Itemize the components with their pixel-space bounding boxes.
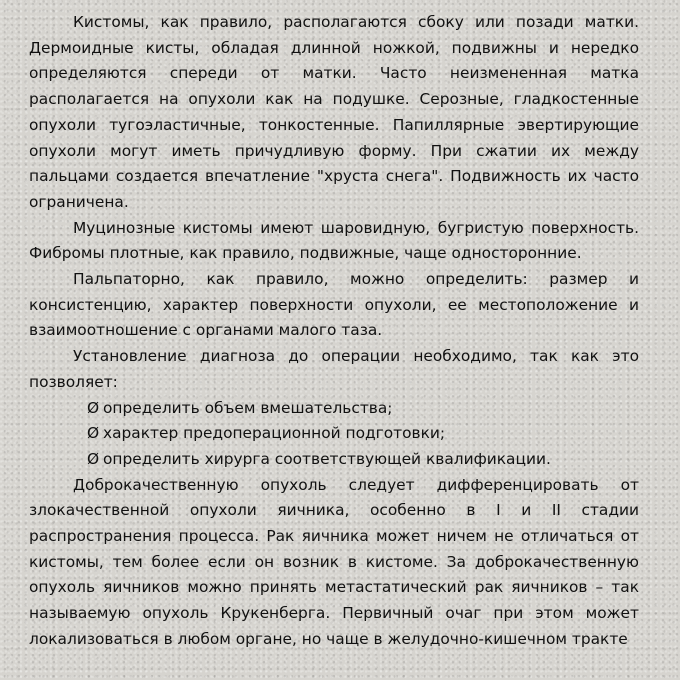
arrow-bullet-icon: Ø bbox=[87, 424, 100, 443]
list-item-text: характер предоперационной подготовки; bbox=[103, 424, 446, 443]
text-body bbox=[29, 10, 639, 653]
paragraph-mucinous-cystomas: Муцинозные кистомы имеют шаровидную, бугристую поверхность. Фибромы плотные, как правило, подвижные, чаще односторонние. bbox=[29, 218, 639, 263]
paragraph-cystoma-location: Кистомы, как правило, располагаются сбоку или позади матки. Дермоидные кисты, обладая длинной ножкой, подвижны и нередко определяются спереди от матки. Часто неизмененная матка располагается на опухоли как на подушке. Серозные, гладкостенные опухоли тугоэластичные, тонкостенные. Папиллярные эвертирующие опухоли могут иметь причудливую форму. При сжатии их между пальцами создается впечатление "хруста снега". Подвижность их часто ограничена. bbox=[29, 13, 639, 211]
paragraph-differential-diagnosis: Доброкачественную опухоль следует дифференцировать от злокачественной опухоли яичника, особенно в I и II стадии распространения процесса. Рак яичника может ничем не отличаться от кистомы, тем более если он возник в кистоме. За доброкачественную опухоль яичников можно принять метастатический рак яичников – так называемую опухоль Крукенберга. Первичный очаг при этом может локализоваться в любом органе, но чаще в желудочно-кишечном тракте bbox=[29, 475, 639, 648]
list-item-text: определить хирурга соответствующей квалификации. bbox=[103, 449, 551, 468]
list-item bbox=[87, 421, 639, 447]
paragraph-diagnosis-intro: Установление диагноза до операции необходимо, так как это позволяет: bbox=[29, 347, 639, 391]
list-item bbox=[87, 447, 639, 473]
arrow-bullet-icon: Ø bbox=[87, 449, 100, 468]
list-item bbox=[87, 396, 639, 422]
list-item-text: определить объем вмешательства; bbox=[103, 398, 393, 417]
paragraph-palpation: Пальпаторно, как правило, можно определить: размер и консистенцию, характер поверхности опухоли, ее местоположение и взаимоотношение с органами малого таза. bbox=[29, 270, 639, 340]
arrow-bullet-icon: Ø bbox=[87, 398, 100, 417]
bullet-list bbox=[29, 396, 639, 473]
